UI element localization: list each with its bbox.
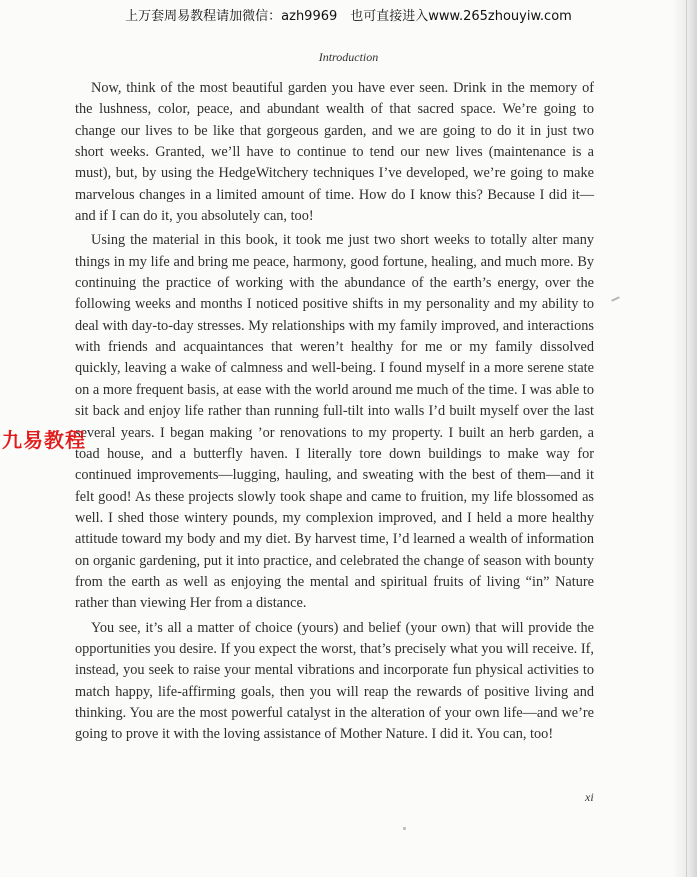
side-watermark: 九易教程 — [2, 428, 86, 452]
paragraph-3: You see, it’s all a matter of choice (yours) and belief (your own) that will provide the opportunities you desire. If you expect the worst, that’s precisely what you will receive. If, instead, you seek to raise your mental vibrations and incorporate fun physical activities to match happy, life-affirming goals, then you will reap the rewards of positive living and thinking. You are the most powerful catalyst in the alteration of your own life—and we’re going to prove it with the loving assistance of Mother Nature. I did it. You can, too! — [75, 619, 594, 743]
running-head: Introduction — [318, 50, 379, 64]
paragraph-2: Using the material in this book, it took me just two short weeks to totally alter many things in my life and bring me peace, harmony, good fortune, healing, and much more. By continuing the practice of working with the abundance of the earth’s energy, over the following weeks and months I noticed positive shifts in my personality and my ability to deal with day-to-day stresses. My relationships with my family improved, and interactions with friends and acquaintances that weren’t healthy for me or my family dissolved quickly, leaving a wake of calmness and well-being. I found myself in a more serene state on a more frequent basis, at ease with the world around me much of the time. I was able to sit back and enjoy life rather than running full-tilt into walls I’d built myself over the last several years. I began making ’or renovations to my property. I built an herb garden, a toad house, and a butterfly haven. I literally tore down buildings to make way for continued improvements—lugging, hauling, and sweating with the best of them—and it felt good! As these projects slowly took shape and came to fruition, my life blossomed as well. I shed those wintery pounds, my complexion improved, and I held a more healthy attitude toward my body and my diet. By harvest time, I’d learned a wealth of information on organic gardening, put it into practice, and celebrated the change of season with bounty from the earth as well as enjoying the mental and spiritual fruits of living “in” Nature rather than viewing Her from a distance. — [75, 232, 594, 612]
scan-edge-shadow — [673, 0, 697, 877]
body-text — [75, 78, 594, 749]
page-number: xi — [585, 790, 594, 804]
paragraph-1: Now, think of the most beautiful garden you have ever seen. Drink in the memory of the lushness, color, peace, and abundant wealth of that sacred space. We’re going to change our lives to be like that gorgeous garden, and we are going to do it in just two short weeks. Granted, we’ll have to continue to tend our new lives (maintenance is a must), but, by using the HedgeWitchery techniques I’ve developed, we’re going to make marvelous changes in a limited amount of time. How do I know this? Because I did it—and if I can do it, you absolutely can, too! — [75, 80, 594, 225]
scan-edge-line — [686, 0, 687, 877]
top-watermark: 上万套周易教程请加微信：azh9969 也可直接进入www.265zhouyiw.com — [125, 9, 572, 24]
scan-speck — [611, 296, 620, 302]
scan-speck — [403, 827, 406, 830]
